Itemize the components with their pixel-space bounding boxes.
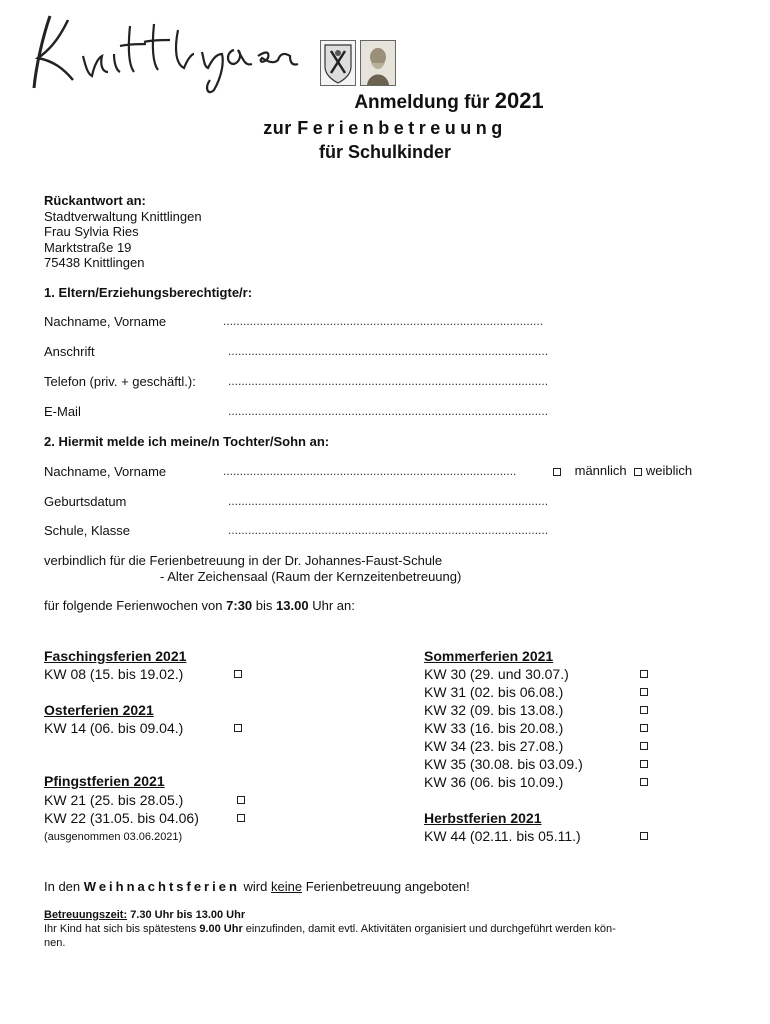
sommer-week: KW 30 (29. und 30.07.) xyxy=(424,666,569,682)
address-heading: Rückantwort an: xyxy=(44,193,146,208)
pfingsten-kw22-checkbox[interactable] xyxy=(237,814,245,822)
sommer-week: KW 34 (23. bis 27.08.) xyxy=(424,738,564,754)
birthdate-label: Geburtsdatum xyxy=(44,494,127,509)
section-2-heading: 2. Hiermit melde ich meine/n Tochter/Sohn an: xyxy=(44,434,330,449)
parent-phone-label: Telefon (priv. + geschäftl.): xyxy=(44,374,196,389)
male-checkbox[interactable] xyxy=(553,468,561,476)
sommer-kw32-checkbox[interactable] xyxy=(640,706,648,714)
school-class-field[interactable]: ................................................................................................ xyxy=(228,523,549,537)
ostern-week: KW 14 (06. bis 09.04.) xyxy=(44,720,184,736)
sommer-week: KW 32 (09. bis 13.08.) xyxy=(424,702,564,718)
return-address xyxy=(44,193,202,271)
fasching-heading: Faschingsferien 2021 xyxy=(44,648,187,664)
sommer-kw34-checkbox[interactable] xyxy=(640,742,648,750)
weeks-intro: für folgende Ferienwochen von 7:30 bis 13.00 Uhr an: xyxy=(44,598,355,613)
parent-address-label: Anschrift xyxy=(44,344,95,359)
address-line: 75438 Knittlingen xyxy=(44,255,145,271)
ostern-kw14-checkbox[interactable] xyxy=(234,724,242,732)
child-name-field[interactable]: ........................................................................................ xyxy=(223,464,517,478)
crest-icon xyxy=(320,40,356,86)
fasching-week: KW 08 (15. bis 19.02.) xyxy=(44,666,184,682)
sommer-week: KW 36 (06. bis 10.09.) xyxy=(424,774,564,790)
school-class-label: Schule, Klasse xyxy=(44,523,130,538)
arrival-note-end: nen. xyxy=(44,937,66,949)
parent-email-field[interactable]: ................................................................................................ xyxy=(228,404,549,418)
section-1-heading: 1. Eltern/Erziehungsberechtigte/r: xyxy=(44,285,253,300)
parent-address-field[interactable]: ................................................................................................ xyxy=(228,344,549,358)
sommer-kw36-checkbox[interactable] xyxy=(640,778,648,786)
pfingsten-week: KW 22 (31.05. bis 04.06) xyxy=(44,810,199,826)
herbst-heading: Herbstferien 2021 xyxy=(424,810,542,826)
sommer-kw35-checkbox[interactable] xyxy=(640,760,648,768)
parent-name-label: Nachname, Vorname xyxy=(44,314,167,329)
address-line: Marktstraße 19 xyxy=(44,239,132,255)
sommer-week: KW 31 (02. bis 06.08.) xyxy=(424,684,564,700)
sommer-kw31-checkbox[interactable] xyxy=(640,688,648,696)
herbst-kw44-checkbox[interactable] xyxy=(640,832,648,840)
pfingsten-week: KW 21 (25. bis 28.05.) xyxy=(44,792,184,808)
knittlingen-logo xyxy=(28,6,303,96)
care-times: Betreuungszeit: 7.30 Uhr bis 13.00 Uhr xyxy=(44,909,246,921)
page-subtitle-2: für Schulkinder xyxy=(318,142,452,162)
ostern-heading: Osterferien 2021 xyxy=(44,702,154,718)
faust-portrait-icon xyxy=(360,40,396,86)
sommer-week: KW 33 (16. bis 20.08.) xyxy=(424,720,564,736)
gender-options xyxy=(553,463,692,478)
binding-line-1: verbindlich für die Ferienbetreuung in der Dr. Johannes-Faust-Schule xyxy=(44,553,443,568)
sommer-kw30-checkbox[interactable] xyxy=(640,670,648,678)
parent-email-label: E-Mail xyxy=(44,404,81,419)
christmas-note: In den Weihnachtsferien wird keine Ferienbetreuung angeboten! xyxy=(44,879,470,894)
parent-phone-field[interactable]: ................................................................................................ xyxy=(228,374,549,388)
sommer-week: KW 35 (30.08. bis 03.09.) xyxy=(424,756,583,772)
page-title: Anmeldung für 2021 xyxy=(354,88,544,113)
sommer-kw33-checkbox[interactable] xyxy=(640,724,648,732)
pfingsten-note: (ausgenommen 03.06.2021) xyxy=(44,831,183,843)
female-label: weiblich xyxy=(645,463,693,478)
male-label: männlich xyxy=(574,463,627,478)
pfingsten-heading: Pfingstferien 2021 xyxy=(44,773,165,789)
sommer-heading: Sommerferien 2021 xyxy=(424,648,554,664)
arrival-note: Ihr Kind hat sich bis spätestens 9.00 Uhr einzufinden, damit evtl. Aktivitäten organisiert und durchgeführt werden kön- xyxy=(44,923,616,935)
child-name-label: Nachname, Vorname xyxy=(44,464,167,479)
parent-name-field[interactable]: ................................................................................................ xyxy=(223,314,544,328)
pfingsten-kw21-checkbox[interactable] xyxy=(237,796,245,804)
address-line: Stadtverwaltung Knittlingen xyxy=(44,208,202,224)
fasching-kw08-checkbox[interactable] xyxy=(234,670,242,678)
herbst-week: KW 44 (02.11. bis 05.11.) xyxy=(424,828,581,844)
female-checkbox[interactable] xyxy=(634,468,642,476)
page-subtitle: zur Ferienbetreuung xyxy=(263,118,507,138)
address-line: Frau Sylvia Ries xyxy=(44,224,139,240)
birthdate-field[interactable]: ................................................................................................ xyxy=(228,494,549,508)
binding-line-2: - Alter Zeichensaal (Raum der Kernzeitenbetreuung) xyxy=(160,569,462,584)
